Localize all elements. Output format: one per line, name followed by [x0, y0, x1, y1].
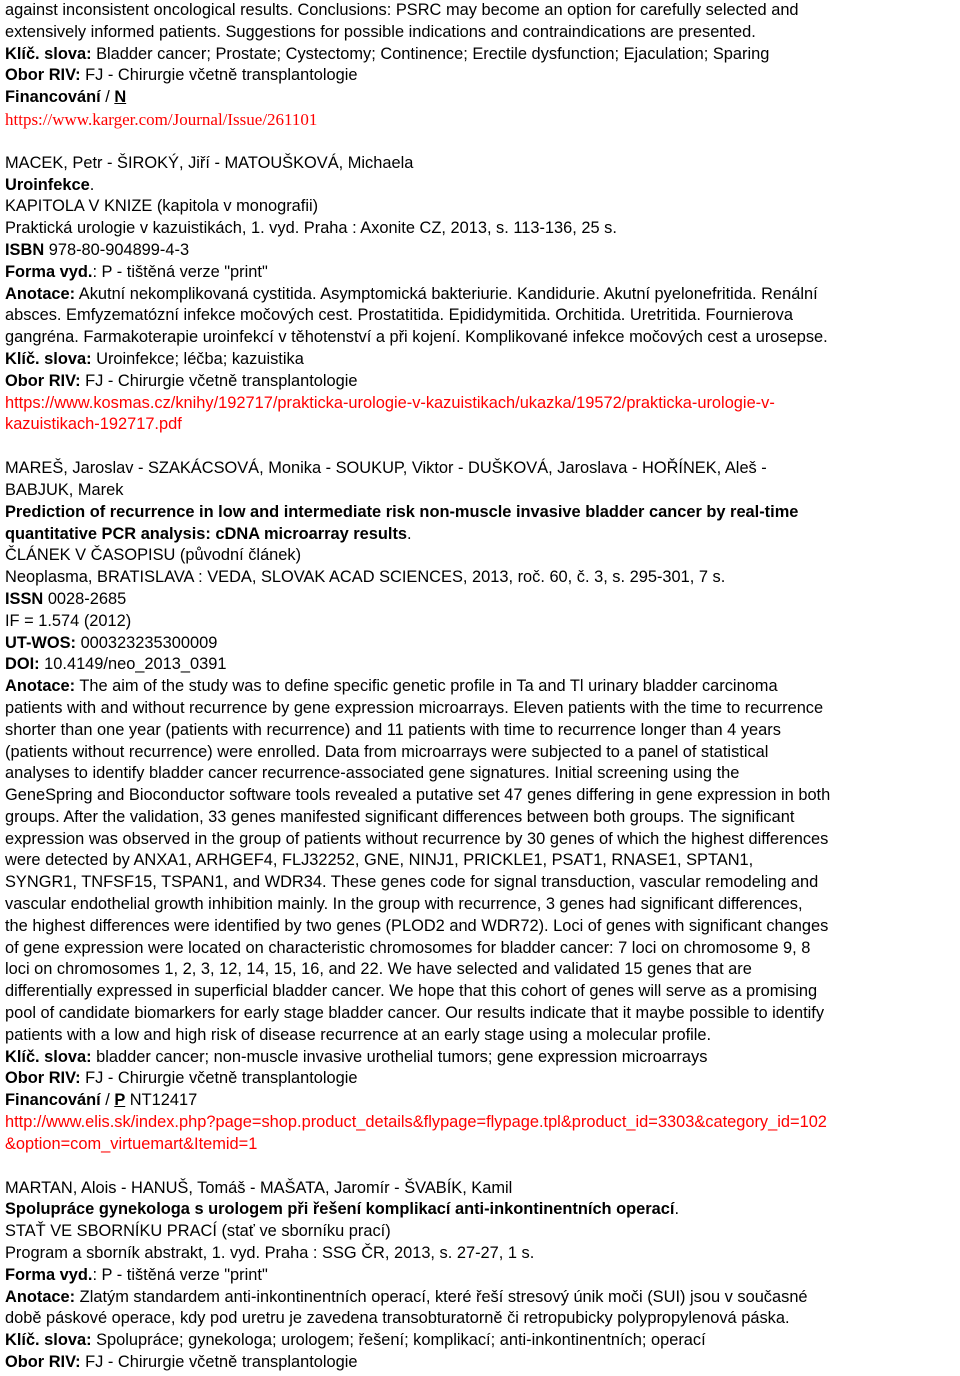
annotation-label: Anotace: [5, 677, 76, 696]
annotation-line: expression was observed in the group of patients without recurrence by 30 genes of which the highest differences [5, 829, 829, 848]
keywords-text: Uroinfekce; léčba; kazuistika [91, 349, 304, 368]
bibliography-entry [5, 458, 955, 1156]
previous-entry-tail [5, 0, 955, 131]
bibliography-entry [5, 1178, 955, 1374]
entry-title: Prediction of recurrence in low and intermediate risk non-muscle invasive bladder cancer by real-time [5, 502, 799, 521]
annotation-line: době páskové operace, kdy pod uretru je zavedena transobturatorně či retropubicky polypropylenová páska. [5, 1309, 790, 1328]
annotation-line: loci on chromosomes 1, 2, 3, 12, 14, 15, 16, and 22. We have selected and validated 15 genes that are [5, 960, 752, 979]
entry-type: ČLÁNEK V ČASOPISU (původní článek) [5, 546, 302, 565]
annotation-line: SYNGR1, TNFSF15, TSPAN1, and WDR34. These genes code for signal transduction, vascular remodeling and [5, 873, 819, 892]
issn-line [5, 589, 955, 611]
keywords-label: Klíč. slova: [5, 1331, 92, 1350]
annotation-line: gangréna. Farmakoterapie uroinfekcí v těhotenství a při kojení. Komplikované infekce močových cest a urosepse. [5, 328, 828, 347]
field-text: FJ - Chirurgie včetně transplantologie [80, 371, 358, 390]
annotation-line: of gene expression were located on characteristic chromosomes for bladder cancer: 7 loci on chromosome 9, 8 [5, 938, 811, 957]
annotation-line: pool of candidate biomarkers for early stage bladder cancer. Our results indicate that it maybe possible to identify [5, 1004, 825, 1023]
field-label: Obor RIV: [5, 66, 81, 85]
annotation-line: patients with a low and high risk of disease recurrence at an early stage using a molecular profile. [5, 1025, 712, 1044]
keywords-line [5, 1330, 955, 1352]
annotation-line: (patients without recurrence) were enrolled. Data from microarrays were subjected to a panel of statistical [5, 742, 769, 761]
annotation-line: the highest differences were identified by two genes (PLOD2 and WDR72). Loci of genes with significant changes [5, 916, 829, 935]
field-line [5, 1352, 955, 1374]
entry-title: Spolupráce gynekologa s urologem při řešení komplikací anti-inkontinentních operací [5, 1200, 675, 1219]
entry-source: Praktická urologie v kazuistikách, 1. vyd. Praha : Axonite CZ, 2013, s. 113-136, 25 s. [5, 219, 617, 238]
annotation-line: patients with and without recurrence by gene expression microarrays. Eleven patients with the time to recurrence [5, 698, 824, 717]
keywords-text: Bladder cancer; Prostate; Cystectomy; Continence; Erectile dysfunction; Ejaculation; Sparing [91, 44, 770, 63]
abstract-line: extensively informed patients. Suggestions for possible indications and contraindications are presented. [5, 22, 756, 41]
ut-wos-value: 000323235300009 [76, 633, 218, 652]
field-text: FJ - Chirurgie včetně transplantologie [80, 66, 358, 85]
entry-authors: BABJUK, Marek [5, 480, 124, 499]
annotation-text: The aim of the study was to define specific genetic profile in Ta and Tl urinary bladder carcinoma [75, 677, 778, 696]
entry-source: Program a sborník abstrakt, 1. vyd. Praha : SSG ČR, 2013, s. 27-27, 1 s. [5, 1244, 535, 1263]
format-label: Forma vyd. [5, 262, 93, 281]
entry-type: STAŤ VE SBORNÍKU PRACÍ (stať ve sborníku prací) [5, 1222, 391, 1241]
keywords-line [5, 349, 955, 371]
funding-label: Financování [5, 88, 101, 107]
field-text: FJ - Chirurgie včetně transplantologie [80, 1353, 358, 1372]
keywords-label: Klíč. slova: [5, 1047, 92, 1066]
annotation-line: were detected by ANXA1, ARHGEF4, FLJ32252, GNE, NINJ1, PRICKLE1, PSAT1, RNASE1, SPTAN1, [5, 851, 754, 870]
ut-wos-label: UT-WOS: [5, 633, 77, 652]
elis-link[interactable]: http://www.elis.sk/index.php?page=shop.product_details&flypage=flypage.tpl&product_id=3303&category_id=102 [5, 1113, 827, 1132]
keywords-line [5, 44, 955, 66]
field-line [5, 1068, 955, 1090]
annotation-label: Anotace: [5, 1287, 76, 1306]
annotation-label: Anotace: [5, 284, 76, 303]
keywords-label: Klíč. slova: [5, 44, 92, 63]
keywords-line [5, 1047, 955, 1069]
ut-wos-line [5, 633, 955, 655]
format-label: Forma vyd. [5, 1265, 93, 1284]
funding-line [5, 1090, 955, 1112]
format-value: : P - tištěná verze "print" [92, 1265, 268, 1284]
karger-link[interactable]: https://www.karger.com/Journal/Issue/261101 [5, 109, 318, 129]
entry-authors: MAREŠ, Jaroslav - SZAKÁCSOVÁ, Monika - SOUKUP, Viktor - DUŠKOVÁ, Jaroslava - HOŘÍNEK, Aleš - [5, 459, 767, 478]
entry-source: Neoplasma, BRATISLAVA : VEDA, SLOVAK ACAD SCIENCES, 2013, roč. 60, č. 3, s. 295-301, 7 s. [5, 568, 726, 587]
annotation-line [5, 676, 955, 698]
kosmas-link-cont[interactable]: kazuistikach-192717.pdf [5, 415, 182, 434]
format-line [5, 262, 955, 284]
spacer [5, 131, 955, 153]
doi-label: DOI: [5, 655, 40, 674]
title-period: . [407, 524, 412, 543]
spacer [5, 436, 955, 458]
bibliography-entry [5, 153, 955, 436]
field-text: FJ - Chirurgie včetně transplantologie [80, 1069, 358, 1088]
funding-line [5, 87, 955, 109]
funding-code: N [114, 88, 127, 107]
entry-authors: MACEK, Petr - ŠIROKÝ, Jiří - MATOUŠKOVÁ, Michaela [5, 153, 414, 172]
impact-factor: IF = 1.574 (2012) [5, 611, 132, 630]
issn-value: 0028-2685 [43, 589, 127, 608]
annotation-line: absces. Emfyzematózní infekce močových cest. Prostatitida. Epididymitida. Orchitida. Uretritida. Fournierova [5, 306, 793, 325]
isbn-label: ISBN [5, 240, 45, 259]
annotation-line: groups. After the validation, 33 genes manifested significant differences between both groups. The significant [5, 807, 795, 826]
entry-authors: MARTAN, Alois - HANUŠ, Tomáš - MAŠATA, Jaromír - ŠVABÍK, Kamil [5, 1178, 513, 1197]
keywords-text: bladder cancer; non-muscle invasive urothelial tumors; gene expression microarrays [91, 1047, 708, 1066]
annotation-line [5, 284, 955, 306]
spacer [5, 1156, 955, 1178]
entry-title: quantitative PCR analysis: cDNA microarray results [5, 524, 408, 543]
abstract-line: against inconsistent oncological results. Conclusions: PSRC may become an option for carefully selected and [5, 1, 799, 19]
kosmas-link[interactable]: https://www.kosmas.cz/knihy/192717/prakticka-urologie-v-kazuistikach/ukazka/19572/prakticka-urologie-v- [5, 393, 775, 412]
keywords-label: Klíč. slova: [5, 349, 92, 368]
doi-line [5, 654, 955, 676]
funding-separator: / [100, 88, 115, 107]
entry-title-line [5, 1199, 955, 1221]
field-line [5, 371, 955, 393]
annotation-line: shorter than one year (patients with recurrence) and 11 patients with time to recurrence longer than 4 years [5, 720, 781, 739]
isbn-line [5, 240, 955, 262]
isbn-value: 978-80-904899-4-3 [44, 240, 190, 259]
title-period: . [674, 1200, 679, 1219]
format-value: : P - tištěná verze "print" [92, 262, 268, 281]
field-line [5, 65, 955, 87]
field-label: Obor RIV: [5, 371, 81, 390]
annotation-line: GeneSpring and Bioconductor software tools revealed a putative set 47 genes differing in gene expression in both [5, 786, 831, 805]
annotation-line: vascular endothelial growth inhibition mainly. In the group with recurrence, 3 genes had significant differences, [5, 895, 803, 914]
annotation-text: Zlatým standardem anti-inkontinentních operací, které řeší stresový únik moči (SUI) jsou v současné [75, 1287, 808, 1306]
annotation-line [5, 1287, 955, 1309]
funding-separator: / [100, 1091, 115, 1110]
field-label: Obor RIV: [5, 1069, 81, 1088]
funding-label: Financování [5, 1091, 101, 1110]
annotation-line: differentially expressed in superficial bladder cancer. We hope that this cohort of genes will serve as a promising [5, 982, 818, 1001]
entry-type: KAPITOLA V KNIZE (kapitola v monografii) [5, 197, 319, 216]
funding-grant: NT12417 [125, 1091, 198, 1110]
entry-title: Uroinfekce [5, 175, 90, 194]
title-period: . [89, 175, 95, 194]
elis-link-cont[interactable]: &option=com_virtuemart&Itemid=1 [5, 1134, 258, 1153]
entry-title-line [5, 524, 955, 546]
issn-label: ISSN [5, 589, 44, 608]
entry-title-line [5, 175, 955, 197]
keywords-text: Spolupráce; gynekologa; urologem; řešení; komplikací; anti-inkontinentních; operací [91, 1331, 706, 1350]
format-line [5, 1265, 955, 1287]
funding-code: P [114, 1091, 126, 1110]
annotation-text: Akutní nekomplikovaná cystitida. Asymptomická bakteriurie. Kandidurie. Akutní pyelonefritida. Renální [75, 284, 818, 303]
doi-value: 10.4149/neo_2013_0391 [39, 655, 227, 674]
field-label: Obor RIV: [5, 1353, 81, 1372]
annotation-line: analyses to identify bladder cancer recurrence-associated gene signatures. Initial screening using the [5, 764, 740, 783]
